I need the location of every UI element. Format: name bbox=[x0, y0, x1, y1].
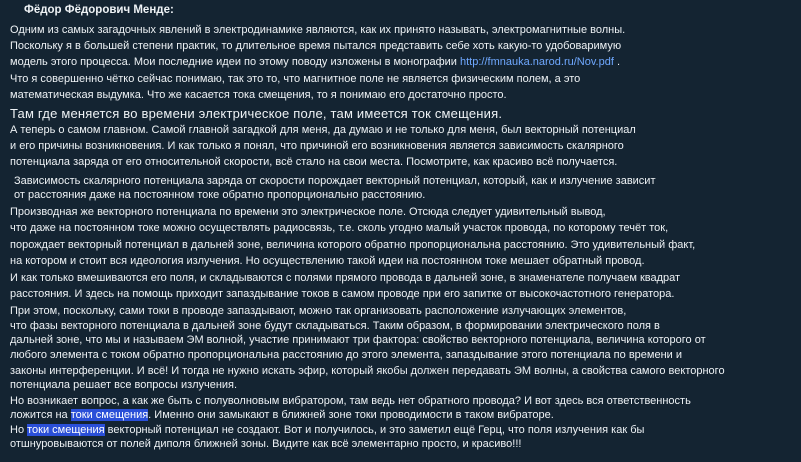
text-line: законы интерференции. И всё! И тогда не нужно искать эфир, который якобы должен передавать ЭМ волны, а свойства самого векторного bbox=[10, 365, 725, 377]
text-segment: Но bbox=[10, 424, 28, 436]
text-line: порождает векторный потенциал в дальней зоне, величина которого обратно пропорциональна расстоянию. Это удивительный факт, bbox=[10, 239, 696, 251]
text-line-with-link bbox=[10, 56, 620, 69]
text-line: Поскольку я в большей степени практик, то длительное время пытался представить себе хоть какую-то удобоваримую bbox=[10, 40, 622, 52]
text-line: от расстояния даже на постоянном токе обратно пропорционально расстоянию. bbox=[14, 189, 426, 201]
highlighted-text: токи смещения bbox=[27, 424, 105, 436]
emphasis-line: Там где меняется во времени электрическое поле, там имеется ток смещения. bbox=[10, 106, 503, 121]
highlighted-text: токи смещения bbox=[70, 409, 149, 421]
text-segment: . Именно они замыкают в ближней зоне токи проводимости в таком вибраторе. bbox=[148, 409, 554, 421]
text-line: расстояния. И здесь на помощь приходит запаздывание токов в самом проводе при его запитке от высокочастотного генератора. bbox=[10, 288, 675, 300]
text-line: что даже на постоянном токе можно осуществлять радиосвязь, т.е. сколь угодно малый участок провода, по которому течёт ток, bbox=[10, 222, 669, 234]
text-line: потенциала заряда от его относительной скорости, всё стало на свои места. Посмотрите, как красиво всё получается. bbox=[10, 156, 618, 168]
text-line: Производная же векторного потенциала по времени это электрическое поле. Отсюда следует удивительный вывод, bbox=[10, 206, 606, 218]
text-segment: ложится на bbox=[10, 409, 71, 421]
text-line: дальней зоне, что мы и называем ЭМ волной, участие принимают три фактора: свойство векторного потенциала, величина которого от bbox=[10, 334, 706, 346]
text-segment: . bbox=[613, 56, 621, 68]
text-line: А теперь о самом главном. Самой главной загадкой для меня, да думаю и не только для меня, был векторный потенциал bbox=[10, 124, 636, 136]
text-line: математическая выдумка. Что же касается тока смещения, то я понимаю его достаточно просто. bbox=[10, 89, 507, 101]
monograph-link[interactable]: http://fmnauka.narod.ru/Nov.pdf bbox=[460, 56, 614, 68]
text-line-with-highlight bbox=[10, 424, 644, 437]
text-line: Одним из самых загадочных явлений в электродинамике являются, как их принято называть, электромагнитные волны. bbox=[10, 24, 626, 36]
text-line: потенциала решает все вопросы излучения. bbox=[10, 379, 238, 391]
text-line: При этом, поскольку, сами токи в проводе запаздывают, можно так организовать расположение излучающих элементов, bbox=[10, 305, 627, 317]
text-line: Но возникает вопрос, а как же быть с полуволновым вибратором, там ведь нет обратного провода? И вот здесь вся ответственность bbox=[10, 395, 691, 407]
text-line: И как только вмешиваются его поля, и складываются с полями прямого провода в дальней зоне, в знаменателе получаем квадрат bbox=[10, 272, 681, 284]
text-segment: векторный потенциал не создают. Вот и получилось, и это заметил ещё Герц, что поля излучения как бы bbox=[104, 424, 645, 436]
text-line: на котором и стоит вся идеология излучения. Но осуществлению такой идеи на постоянном токе мешает обратный провод. bbox=[10, 255, 645, 267]
text-line: любого элемента с током обратно пропорциональна расстоянию до этого элемента, запаздывание этого потенциала по времени и bbox=[10, 349, 682, 361]
text-line: Зависимость скалярного потенциала заряда от скорости порождает векторный потенциал, который, как и излучение зависит bbox=[14, 175, 656, 187]
text-line: что фазы векторного потенциала в дальней зоне будут складываться. Таким образом, в формировании электрического поля в bbox=[10, 320, 660, 332]
text-segment: модель этого процесса. Мои последние идеи по этому поводу изложены в монографии bbox=[10, 56, 460, 68]
text-line: отшнуровываются от полей диполя ближней зоны. Видите как всё элементарно просто, и красиво!!! bbox=[10, 438, 522, 450]
author-title: Фёдор Фёдорович Менде: bbox=[24, 4, 174, 16]
text-line: Что я совершенно чётко сейчас понимаю, так это то, что магнитное поле не является физическим полем, а это bbox=[10, 73, 581, 85]
text-line-with-highlight bbox=[10, 409, 554, 422]
text-line: и его причины возникновения. И как только я понял, что причиной его возникновения является зависимость скалярного bbox=[10, 140, 624, 152]
